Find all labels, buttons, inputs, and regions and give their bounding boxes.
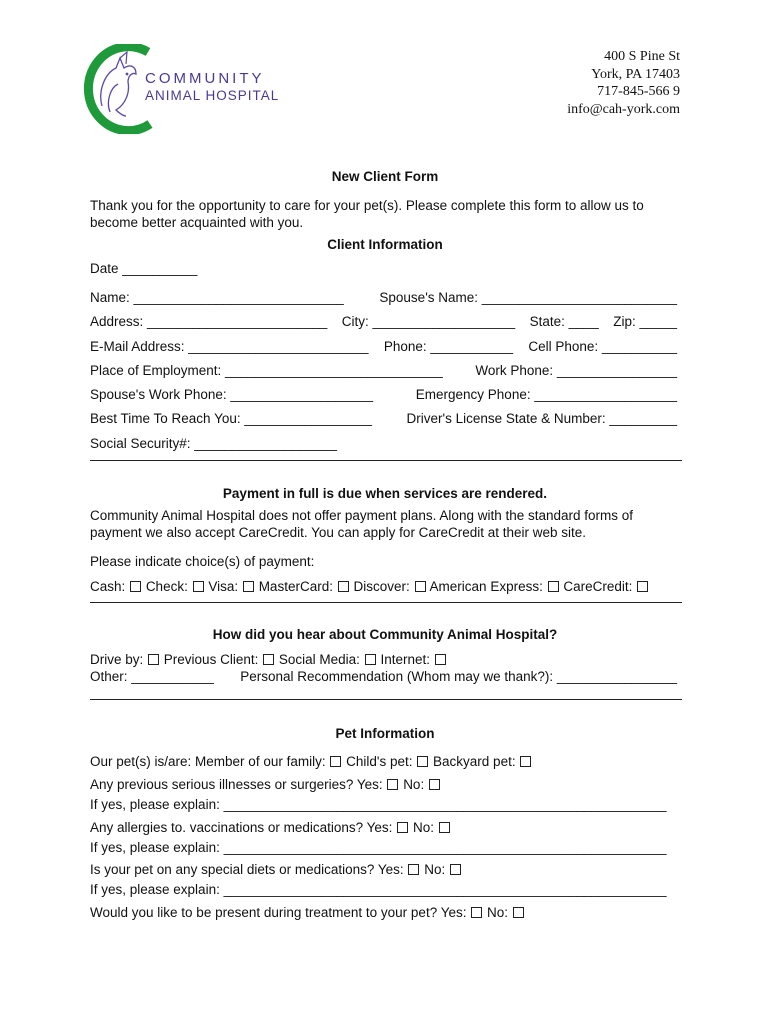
allergy-explain-field[interactable]: If yes, please explain: ___________________________________________________________ xyxy=(90,840,667,855)
backyard-pet-checkbox[interactable] xyxy=(520,756,531,767)
visa-checkbox[interactable] xyxy=(243,581,254,592)
referral-other-row xyxy=(90,669,677,684)
phone-number: 717-845-566 9 xyxy=(597,84,680,99)
recommendation-field[interactable]: Personal Recommendation (Whom may we thank?): ________________ xyxy=(240,669,677,684)
referral-heading: How did you hear about Community Animal Hospital? xyxy=(212,627,558,642)
diet-no-label: No: xyxy=(424,862,446,877)
date-field[interactable]: Date __________ xyxy=(90,261,198,276)
presence-yes-checkbox[interactable] xyxy=(471,907,482,918)
email-field[interactable]: E-Mail Address: ________________________ xyxy=(90,339,369,354)
street-address: 400 S Pine St xyxy=(604,49,680,64)
amex-checkbox[interactable] xyxy=(548,581,559,592)
previous-client-checkbox[interactable] xyxy=(263,654,274,665)
cell-phone-field[interactable]: Cell Phone: __________ xyxy=(528,339,677,354)
diet-question xyxy=(90,862,462,877)
pet-status-family-label: Member of our family: xyxy=(195,754,326,769)
other-referral-field[interactable]: Other: ___________ xyxy=(90,669,214,684)
email-address[interactable]: info@cah-york.com xyxy=(567,101,680,117)
divider xyxy=(90,699,682,700)
pet-info-heading: Pet Information xyxy=(335,726,435,741)
logo-text-animal-hospital: ANIMAL HOSPITAL xyxy=(145,88,280,103)
allergy-question xyxy=(90,820,451,835)
presence-no-checkbox[interactable] xyxy=(513,907,524,918)
payment-options-row xyxy=(90,579,649,594)
family-member-checkbox[interactable] xyxy=(330,756,341,767)
social-media-checkbox[interactable] xyxy=(365,654,376,665)
referral-options-row xyxy=(90,652,447,667)
childs-pet-checkbox[interactable] xyxy=(417,756,428,767)
presence-question xyxy=(90,905,525,920)
payment-text-2: payment we also accept CareCredit. You can apply for CareCredit at their web site. xyxy=(90,525,587,540)
payment-heading: Payment in full is due when services are rendered. xyxy=(222,486,548,501)
illness-no-label: No: xyxy=(403,777,425,792)
intro-line-1: Thank you for the opportunity to care for your pet(s). Please complete this form to allow us to xyxy=(90,198,644,213)
payment-label-discover: Discover: xyxy=(353,579,410,594)
intro-line-2: become better acquainted with you. xyxy=(90,215,304,230)
payment-label-amex: American Express: xyxy=(429,579,543,594)
ssn-field[interactable]: Social Security#: ___________________ xyxy=(90,436,337,451)
allergy-question-label: Any allergies to. vaccinations or medications? Yes: xyxy=(90,820,393,835)
spouse-work-phone-field[interactable]: Spouse's Work Phone: ___________________ xyxy=(90,387,374,402)
illness-no-checkbox[interactable] xyxy=(429,779,440,790)
divider xyxy=(90,602,682,603)
internet-checkbox[interactable] xyxy=(435,654,446,665)
mastercard-checkbox[interactable] xyxy=(338,581,349,592)
employment-row xyxy=(90,363,677,378)
check-checkbox[interactable] xyxy=(193,581,204,592)
pet-status-row xyxy=(90,754,532,769)
spouse-phone-row xyxy=(90,387,677,402)
allergy-no-label: No: xyxy=(412,820,434,835)
payment-label-carecredit: CareCredit: xyxy=(563,579,633,594)
phone-field[interactable]: Phone: ___________ xyxy=(383,339,513,354)
spouse-name-field[interactable]: Spouse's Name: __________________________ xyxy=(379,290,677,305)
allergy-yes-checkbox[interactable] xyxy=(397,822,408,833)
drive-by-checkbox[interactable] xyxy=(148,654,159,665)
hospital-logo xyxy=(80,44,280,134)
name-row xyxy=(90,290,677,305)
city-field[interactable]: City: ___________________ xyxy=(341,314,516,329)
illness-explain-field[interactable]: If yes, please explain: ___________________________________________________________ xyxy=(90,797,667,812)
pet-status-backyard-label: Backyard pet: xyxy=(433,754,516,769)
allergy-no-checkbox[interactable] xyxy=(439,822,450,833)
presence-question-label: Would you like to be present during treatment to your pet? Yes: xyxy=(90,905,467,920)
diet-no-checkbox[interactable] xyxy=(450,864,461,875)
contact-row xyxy=(90,339,677,354)
name-field[interactable]: Name: ____________________________ xyxy=(90,290,344,305)
referral-label-social-media: Social Media: xyxy=(278,652,360,667)
address-row xyxy=(90,314,677,329)
carecredit-checkbox[interactable] xyxy=(637,581,648,592)
referral-label-drive-by: Drive by: xyxy=(90,652,144,667)
illness-yes-checkbox[interactable] xyxy=(387,779,398,790)
diet-question-label: Is your pet on any special diets or medications? Yes: xyxy=(90,862,404,877)
referral-label-previous-client: Previous Client: xyxy=(163,652,259,667)
divider xyxy=(90,460,682,461)
work-phone-field[interactable]: Work Phone: ________________ xyxy=(475,363,677,378)
cash-checkbox[interactable] xyxy=(130,581,141,592)
presence-no-label: No: xyxy=(487,905,509,920)
zip-field[interactable]: Zip: _____ xyxy=(613,314,677,329)
payment-label-cash: Cash: xyxy=(90,579,126,594)
referral-label-internet: Internet: xyxy=(380,652,430,667)
pet-status-label: Our pet(s) is/are: xyxy=(90,754,192,769)
state-field[interactable]: State: ____ xyxy=(529,314,599,329)
reach-row xyxy=(90,411,677,426)
payment-text-1: Community Animal Hospital does not offer payment plans. Along with the standard forms of xyxy=(90,508,634,523)
diet-yes-checkbox[interactable] xyxy=(408,864,419,875)
employment-field[interactable]: Place of Employment: _____________________________ xyxy=(90,363,443,378)
payment-label-visa: Visa: xyxy=(208,579,239,594)
illness-question xyxy=(90,777,441,792)
payment-label-mastercard: MasterCard: xyxy=(258,579,333,594)
form-title: New Client Form xyxy=(331,169,439,184)
best-time-field[interactable]: Best Time To Reach You: _________________ xyxy=(90,411,372,426)
address-field[interactable]: Address: ________________________ xyxy=(90,314,328,329)
payment-prompt: Please indicate choice(s) of payment: xyxy=(90,554,315,569)
pet-status-child-label: Child's pet: xyxy=(346,754,413,769)
client-info-heading: Client Information xyxy=(327,237,443,252)
emergency-phone-field[interactable]: Emergency Phone: ___________________ xyxy=(415,387,677,402)
city-state-zip: York, PA 17403 xyxy=(591,66,680,82)
drivers-license-field[interactable]: Driver's License State & Number: _________ xyxy=(406,411,677,426)
diet-explain-field[interactable]: If yes, please explain: ___________________________________________________________ xyxy=(90,882,667,897)
discover-checkbox[interactable] xyxy=(415,581,426,592)
contact-block xyxy=(567,48,680,118)
logo-text-community: COMMUNITY xyxy=(145,70,265,87)
illness-question-label: Any previous serious illnesses or surgeries? Yes: xyxy=(90,777,383,792)
payment-label-check: Check: xyxy=(145,579,188,594)
